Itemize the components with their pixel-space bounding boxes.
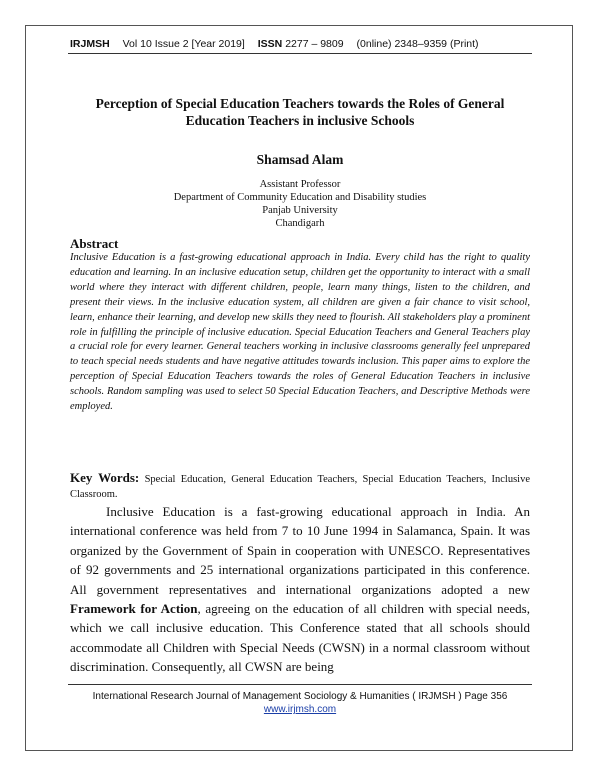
keywords <box>70 470 530 502</box>
page-footer <box>68 690 532 716</box>
body-text-part-2: , agreeing on the education of all children with special needs, which we call inclusive education. This Conference stated that all schools should accommodate all Children with Special Needs (CWSN) in a normal classroom without discrimination. Consequently, all CWSN are being <box>70 601 530 675</box>
footer-journal-name: International Research Journal of Management Sociology & Humanities ( IRJMSH ) <box>92 691 462 702</box>
footer-rule <box>68 684 532 685</box>
running-header <box>70 38 530 50</box>
title-line-2: Education Teachers in inclusive Schools <box>185 113 415 128</box>
keywords-label: Key Words: <box>70 470 140 485</box>
journal-abbrev: IRJMSH <box>70 38 110 50</box>
issn-label: ISSN <box>257 38 283 50</box>
body-paragraph <box>70 502 530 677</box>
journal-website-link[interactable]: www.irjmsh.com <box>263 704 337 715</box>
author-affiliation <box>70 178 530 230</box>
affiliation-university: Panjab University <box>262 205 338 216</box>
affiliation-position: Assistant Professor <box>259 179 341 190</box>
abstract-heading: Abstract <box>70 236 119 251</box>
author-name: Shamsad Alam <box>256 152 344 167</box>
affiliation-department: Department of Community Education and Disability studies <box>173 192 427 203</box>
volume-info: Vol 10 Issue 2 [Year 2019] <box>122 38 245 50</box>
body-text-part-1: Inclusive Education is a fast-growing educational approach in India. An international conference was held from 7 to 10 June 1994 in Salamanca, Spain. It was organized by the Government of Spain in cooperation with UNESCO. Representatives of 92 governments and 25 international organizations participated in this conference. All government representatives and international organizations adopted a new <box>70 504 530 597</box>
issn-online: 2277 – 9809 <box>285 38 344 50</box>
body-bold-phrase: Framework for Action <box>70 601 198 617</box>
title-line-1: Perception of Special Education Teachers towards the Roles of General <box>95 96 505 111</box>
header-rule <box>68 53 532 54</box>
page-number: Page 356 <box>464 691 508 702</box>
keywords-text: Special Education, General Education Teachers, Special Education Teachers, Inclusive Classroom. <box>70 474 531 500</box>
issn-print: 2348–9359 (Print) <box>394 38 479 50</box>
affiliation-city: Chandigarh <box>275 218 325 229</box>
abstract-text: Inclusive Education is a fast-growing educational approach in India. Every child has the right to quality education and learning. In an inclusive education setup, children get the opportunity to interact with a small world where they interact with different children, people, learn many things, listen to the children, and present their views. In the inclusive education system, all children are given a fair chance to visit school, learn, enhance their learning, and develop new skills they need to flourish. All stakeholders play a prominent role in fulfilling the principle of inclusive education. Special Education Teachers and General Teachers play a crucial role for every learner. General teachers working in inclusive classrooms generally feel unprepared to teach special needs students and have negative attitudes towards inclusion. This paper aims to explore the perception of Special Education Teachers towards the roles of General Education Teachers in inclusive schools. Random sampling was used to select 50 Special Education Teachers, and Descriptive Methods were employed. <box>70 252 530 413</box>
issn-online-label: (0nline) <box>356 38 392 50</box>
paper-title <box>70 95 530 129</box>
